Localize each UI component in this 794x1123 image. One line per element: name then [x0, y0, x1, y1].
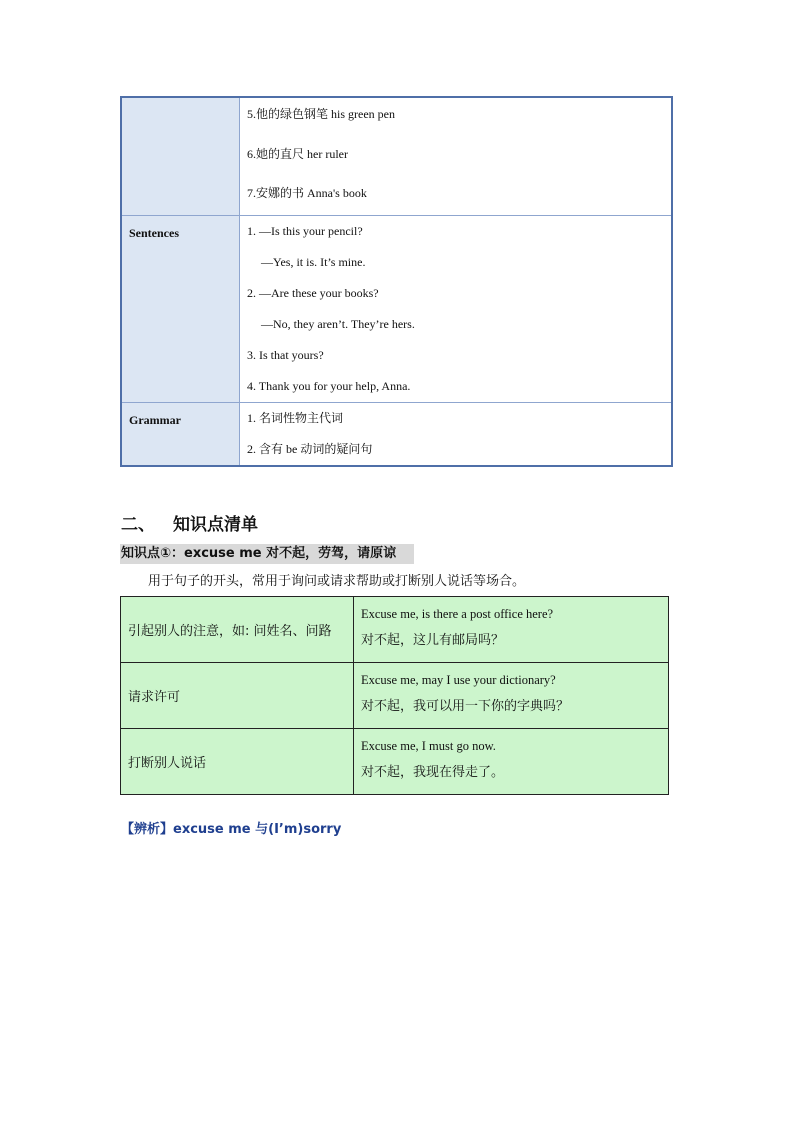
example-english: Excuse me, I must go now.: [361, 739, 496, 753]
usage-cell: 引起别人的注意，如: 问姓名、问路: [121, 597, 354, 663]
knowledge-point-description: 用于句子的开头，常用于询问或请求帮助或打断别人说话等场合。: [148, 574, 526, 589]
vocab-item: 7.安娜的书 Anna's book: [247, 186, 367, 200]
table-row: [121, 729, 669, 795]
usage-cell: 打断别人说话: [121, 729, 354, 795]
sentence-line: —Yes, it is. It’s mine.: [261, 255, 366, 269]
sentence-line: 4. Thank you for your help, Anna.: [247, 379, 411, 393]
vocabulary-table: [120, 96, 673, 467]
example-chinese: 对不起，我现在得走了。: [361, 765, 505, 780]
sentence-line: 2. —Are these your books?: [247, 286, 379, 300]
section-title: 知识点清单: [173, 515, 258, 535]
knowledge-point-title: 知识点①：excuse me 对不起，劳驾，请原谅: [120, 544, 414, 564]
example-chinese: 对不起，这儿有邮局吗？: [361, 633, 505, 648]
usage-cell: 请求许可: [121, 663, 354, 729]
section-number: 二、: [121, 515, 155, 535]
example-cell: [354, 663, 669, 729]
example-chinese: 对不起，我可以用一下你的字典吗？: [361, 699, 570, 714]
table-row: [121, 597, 669, 663]
sentences-label: Sentences: [121, 216, 240, 403]
vocab-label-cell: [121, 97, 240, 216]
example-english: Excuse me, may I use your dictionary?: [361, 673, 556, 687]
vocab-item: 6.她的直尺 her ruler: [247, 147, 348, 161]
sentence-line: 3. Is that yours?: [247, 348, 324, 362]
table-row: [121, 216, 672, 403]
grammar-content-cell: [240, 403, 673, 467]
table-row: [121, 663, 669, 729]
grammar-line: 1. 名词性物主代词: [247, 411, 344, 425]
section-heading: [121, 510, 276, 535]
table-row: [121, 403, 672, 467]
example-english: Excuse me, is there a post office here?: [361, 607, 554, 621]
grammar-label: Grammar: [121, 403, 240, 467]
example-cell: [354, 729, 669, 795]
vocab-content-cell: [240, 97, 673, 216]
sentence-line: —No, they aren’t. They’re hers.: [261, 317, 415, 331]
grammar-line: 2. 含有 be 动词的疑问句: [247, 442, 373, 456]
table-row: [121, 97, 672, 216]
sentences-content-cell: [240, 216, 673, 403]
analysis-heading: 【辨析】excuse me 与(I’m)sorry: [121, 822, 342, 837]
example-cell: [354, 597, 669, 663]
usage-table: [120, 596, 669, 795]
vocab-item: 5.他的绿色钢笔 his green pen: [247, 107, 395, 121]
sentence-line: 1. —Is this your pencil?: [247, 224, 363, 238]
